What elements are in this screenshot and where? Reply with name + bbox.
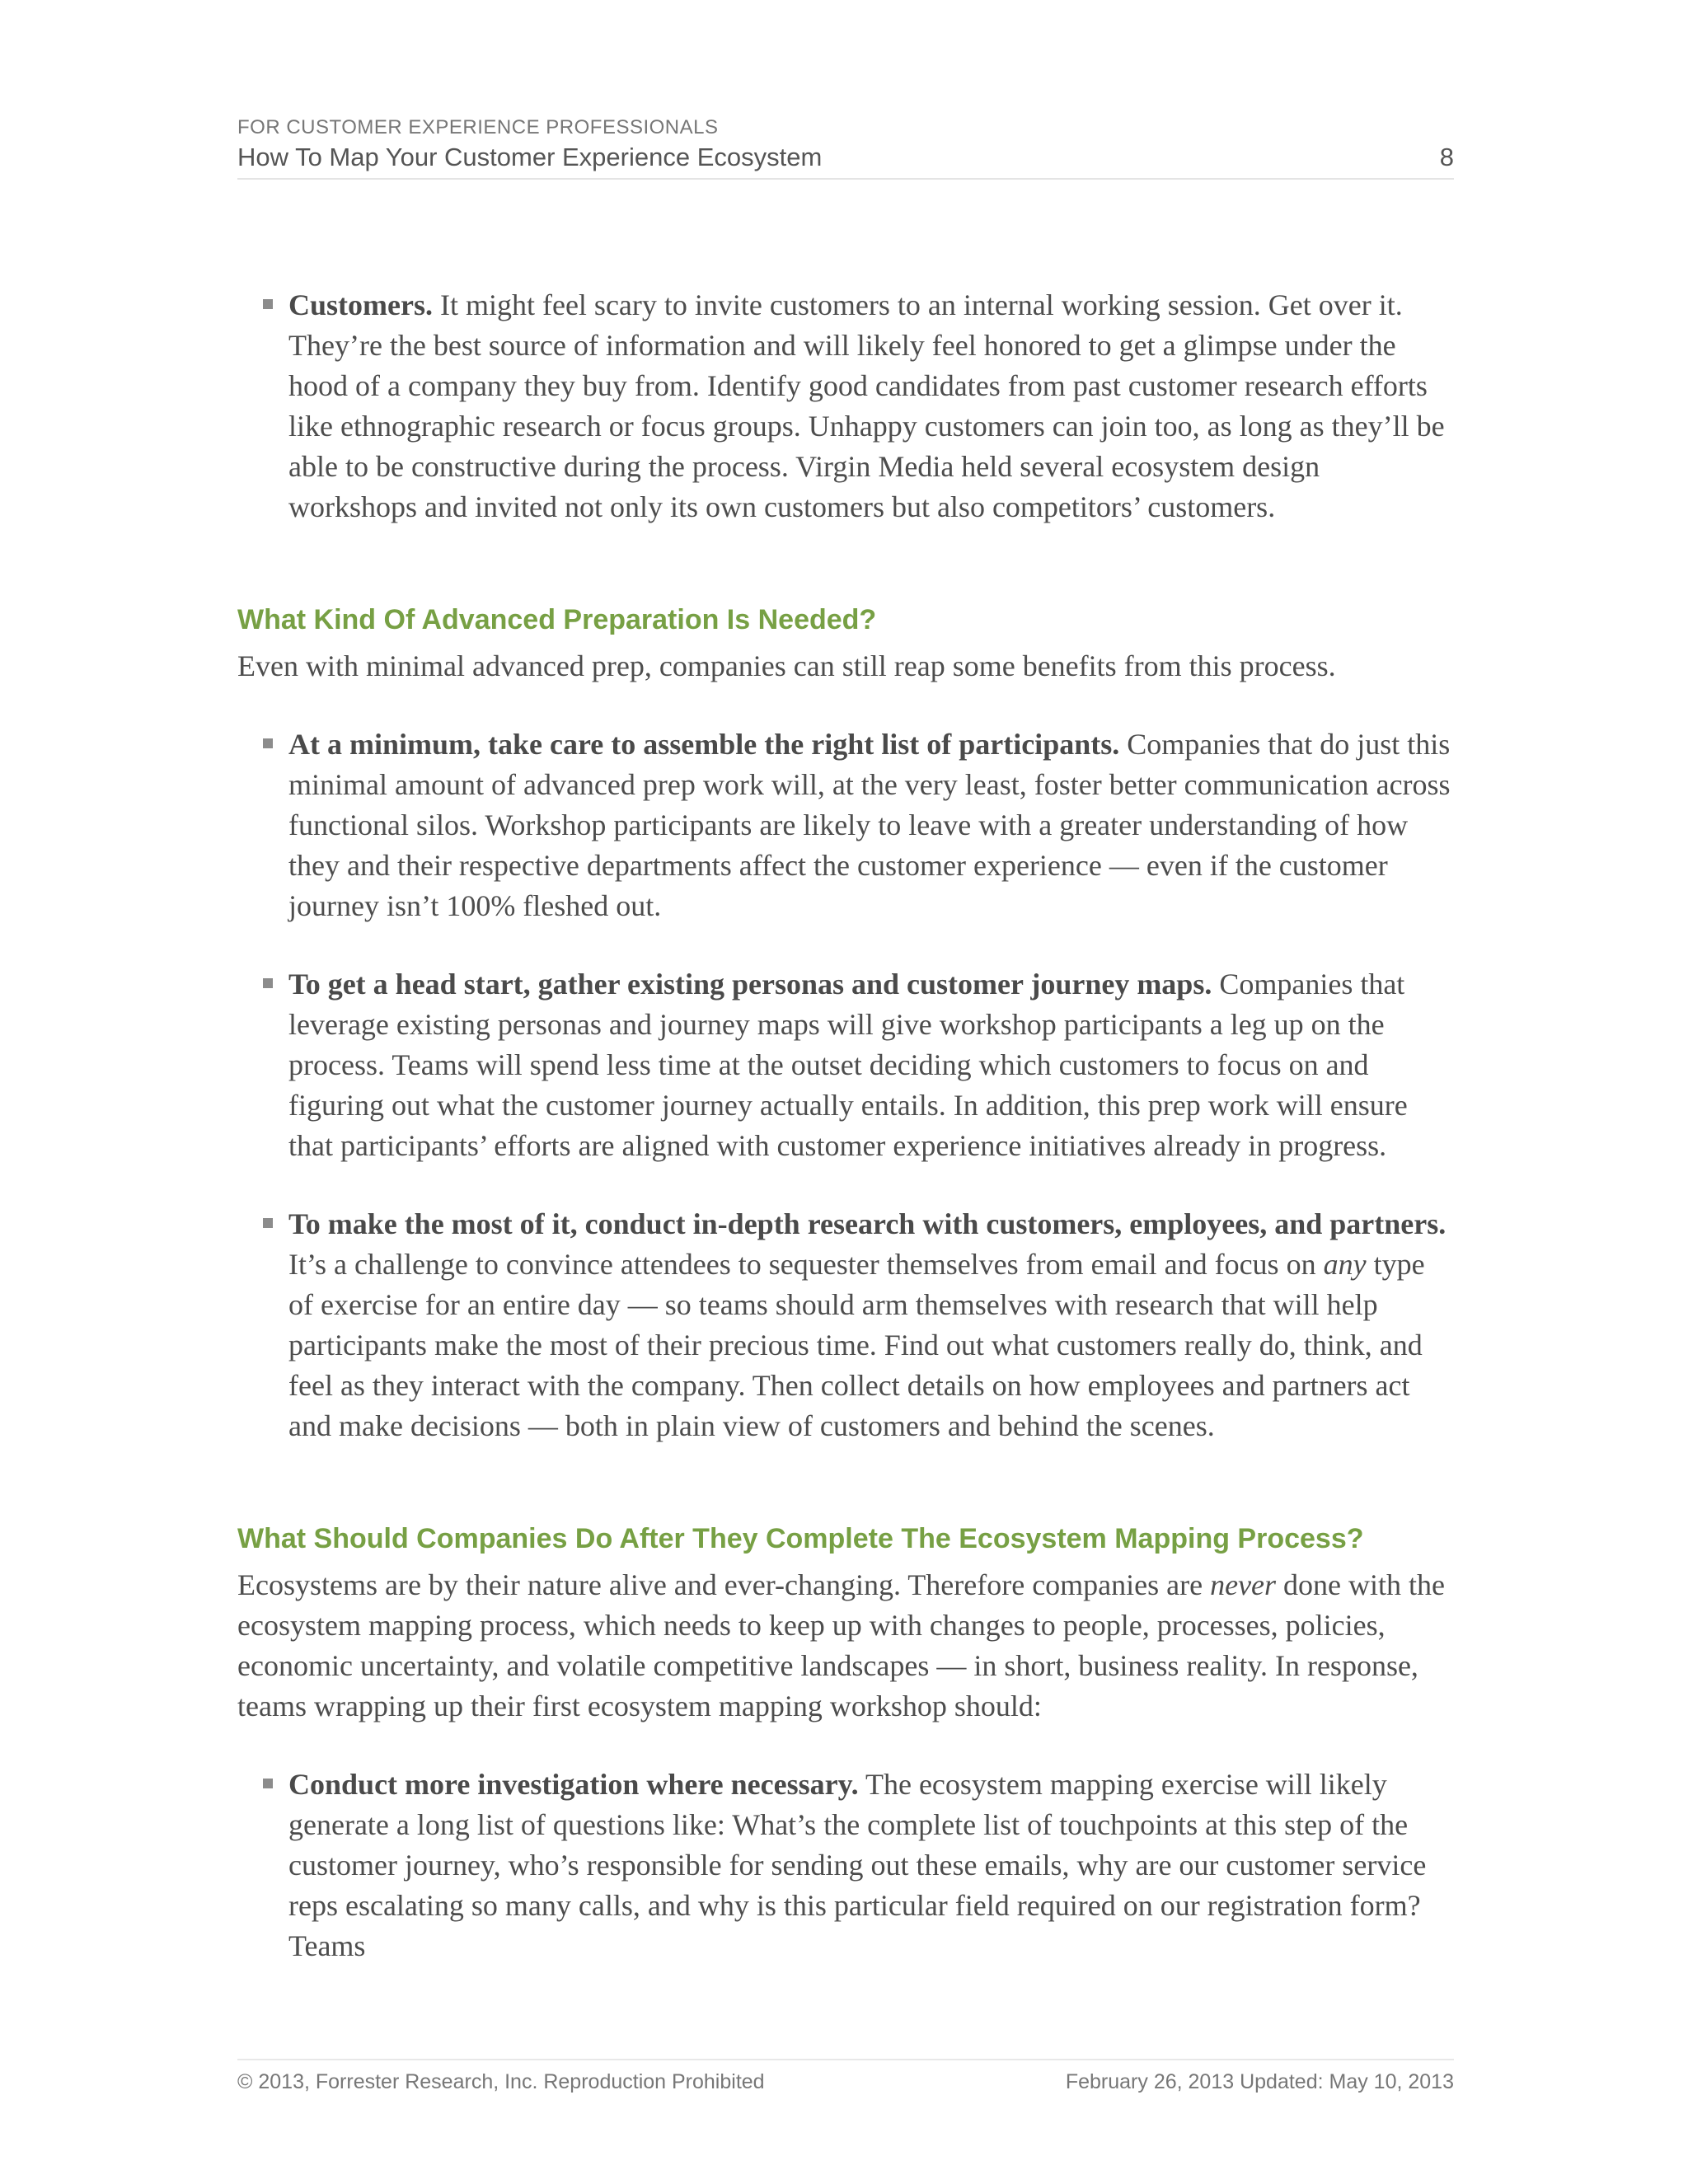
bullet-list-after-mapping xyxy=(237,1765,1454,1966)
list-item xyxy=(237,285,1454,527)
header-row xyxy=(237,140,1454,175)
bullet-text: Companies that leverage existing personas and journey maps will give workshop participants a leg up on the process. Teams will spend less time at the outset deciding which customers to focus on and figuring out what the customer journey actually entails. In addition, this prep work will ensure that participants’ efforts are aligned with customer experience initiatives already in progress. xyxy=(288,968,1408,1162)
list-item xyxy=(237,964,1454,1166)
bullet-lead: Customers. xyxy=(288,288,433,321)
bullet-square-icon xyxy=(263,1218,273,1228)
bullet-square-icon xyxy=(263,299,273,309)
bullet-text: type of exercise for an entire day — so teams should arm themselves with research that will help participants make the most of their precious time. Find out what customers really do, think, and feel as they interact with the company. Then collect details on how employees and partners act and make decisions — both in plain view of customers and behind the scenes. xyxy=(288,1248,1425,1442)
section-heading-after-mapping: What Should Companies Do After They Complete The Ecosystem Mapping Process? xyxy=(237,1523,1364,1554)
page-number: 8 xyxy=(1439,143,1454,171)
main-content xyxy=(237,285,1454,2004)
section-heading-preparation: What Kind Of Advanced Preparation Is Needed? xyxy=(237,604,877,635)
emphasis-text: never xyxy=(1210,1568,1277,1601)
bullet-lead: Conduct more investigation where necessary. xyxy=(288,1768,859,1801)
bullet-text: It’s a challenge to convince attendees to sequester themselves from email and focus on xyxy=(288,1248,1324,1281)
copyright-notice: © 2013, Forrester Research, Inc. Reproduction Prohibited xyxy=(237,2070,765,2093)
document-title: How To Map Your Customer Experience Ecosystem xyxy=(237,143,823,171)
bullet-text: It might feel scary to invite customers to an internal working session. Get over it. They’re the best source of information and will likely feel honored to get a glimpse under the hood of a company they buy from. Identify good candidates from past customer research efforts like ethnographic research or focus groups. Unhappy customers can join too, as long as they’ll be able to be constructive during the process. Virgin Media held several ecosystem design workshops and invited not only its own customers but also competitors’ customers. xyxy=(288,288,1445,523)
intro-text: Ecosystems are by their nature alive and ever-changing. Therefore companies are xyxy=(237,1568,1211,1601)
intro-text: done with the ecosystem mapping process, which needs to keep up with changes to people, processes, policies, economic uncertainty, and volatile competitive landscapes — in short, business reality. In response, teams wrapping up their first ecosystem mapping workshop should: xyxy=(237,1568,1446,1722)
bullet-text: Companies that do just this minimal amount of advanced prep work will, at the very least, foster better communication across functional silos. Workshop participants are likely to leave with a greater understanding of how they and their respective departments affect the customer experience — even if the customer journey isn’t 100% fleshed out. xyxy=(288,728,1451,922)
bullet-list-preparation xyxy=(237,724,1454,1446)
bullet-list-customers xyxy=(237,285,1454,527)
bullet-square-icon xyxy=(263,738,273,748)
bullet-square-icon xyxy=(263,978,273,988)
emphasis-text: any xyxy=(1323,1248,1367,1281)
report-series-label: FOR CUSTOMER EXPERIENCE PROFESSIONALS xyxy=(237,116,719,138)
bullet-square-icon xyxy=(263,1779,273,1788)
bullet-text: The ecosystem mapping exercise will likely generate a long list of questions like: What’s the complete list of touchpoints at this step of the customer journey, who’s responsible for sending out these emails, why are our customer service reps escalating so many calls, and why is this particular field required on our registration form? Teams xyxy=(288,1768,1427,1962)
bullet-lead: To make the most of it, conduct in-depth research with customers, employees, and partners. xyxy=(288,1207,1447,1240)
section-intro xyxy=(237,1565,1454,1727)
section-intro: Even with minimal advanced prep, companies can still reap some benefits from this process. xyxy=(237,649,1336,682)
list-item xyxy=(237,1765,1454,1966)
page-footer xyxy=(237,2059,1454,2094)
publication-date: February 26, 2013 Updated: May 10, 2013 xyxy=(1065,2070,1454,2093)
list-item xyxy=(237,1204,1454,1446)
bullet-lead: At a minimum, take care to assemble the right list of participants. xyxy=(288,728,1120,761)
page-header xyxy=(237,115,1454,180)
bullet-lead: To get a head start, gather existing personas and customer journey maps. xyxy=(288,968,1212,1001)
list-item xyxy=(237,724,1454,926)
